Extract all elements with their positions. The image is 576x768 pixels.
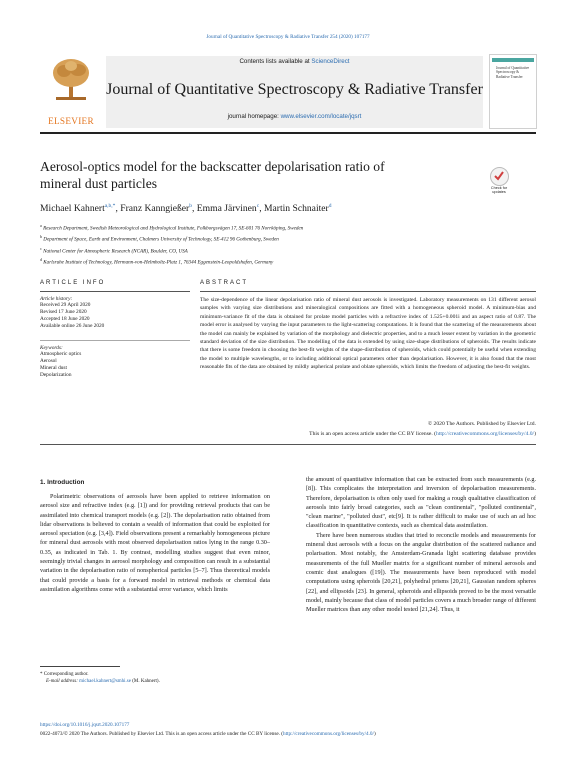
abstract-heading: ABSTRACT xyxy=(200,280,249,286)
paper-title xyxy=(40,158,460,192)
abstract-license: This is an open access article under the CC BY license. (http://creativecommons.org/licenses/by/4.0/) xyxy=(309,431,536,437)
keywords xyxy=(40,345,190,379)
body-left-column xyxy=(40,492,270,594)
history-item: Received 29 April 2020 xyxy=(40,302,91,308)
author-name[interactable]: Emma Järvinen xyxy=(196,203,257,215)
title-line-2: mineral dust particles xyxy=(40,176,158,191)
abstract-copyright: © 2020 The Authors. Published by Elsevier Ltd. xyxy=(427,421,536,427)
article-info-rule xyxy=(40,291,190,292)
keyword: Depolarization xyxy=(40,372,72,378)
affiliation: $^b$ Department of Space, Earth and Environment, Chalmers University of Technology, SE-412 96 Gothenburg, Sweden xyxy=(40,234,279,244)
author-marks[interactable]: c xyxy=(256,203,260,209)
homepage-line xyxy=(106,113,483,120)
article-history xyxy=(40,296,190,330)
history-label: Article history: xyxy=(40,296,73,302)
elsevier-tree-icon xyxy=(50,57,92,101)
body-right-column xyxy=(306,475,536,614)
keywords-label: Keywords: xyxy=(40,345,63,351)
email-link[interactable]: michael.kahnert@smhi.se xyxy=(79,679,131,684)
footer-license-link[interactable]: http://creativecommons.org/licenses/by/4.0/ xyxy=(283,731,374,737)
paragraph: the amount of quantitative information that can be extracted from such measurements (e.g. [8]). This complicates the interpretation and inversion of depolarisation measurements. Therefore, depolarisation is often only used for making a rough qualitative classification of aerosols into fairly broad categories, such as "clean continental", "polluted continental", "clean marine", "polluted dust", etc[9]. It is rather difficult to make use of such an ad hoc classification in quantitative contexts, such as chemical data assimilation. xyxy=(306,476,536,530)
footnote-text: Corresponding author. xyxy=(43,672,89,677)
author-marks[interactable]: d xyxy=(328,203,332,209)
header-rule xyxy=(40,132,536,134)
contents-prefix: Contents lists available at xyxy=(239,58,312,65)
keyword: Aerosol xyxy=(40,358,57,364)
author-marks[interactable]: b xyxy=(189,203,192,209)
cover-text: Journal of Quantitative Spectroscopy & Radiative Transfer xyxy=(496,66,530,79)
paragraph: Polarimetric observations of aerosols have been applied to retrieve information on aerosol size and refractive index (e.g. [1]) and for providing retrieval products that can be assimilated into chemical transport models (e.g. [2]). The depolarisation ratio obtained from lidar observations is believed to contain a wealth of information that could be exploited for aerosol speciation (e.g. [3,4]). Field observations present a remarkably homogeneous picture for mineral dust aerosols with most observed depolarisation ratios lying in the range 0.30–0.35, as indicated in Tab. 1. By contrast, modelling studies suggest that even minor, seemingly trivial changes in aerosol morphology and composition can result in a substantial variation in the depolarisation ratio of nonspherical particles [5–7]. Thus theoretical models that could provide a basis for a forward model in retrieval methods or chemical data assimilation algorithms come with a substantial error variance, which limits xyxy=(40,493,270,593)
author-name[interactable]: Martin Schnaiter xyxy=(263,203,329,215)
check-for-updates-label: Check for updates xyxy=(490,186,508,195)
title-line-1: Aerosol-optics model for the backscatter depolarisation ratio of xyxy=(40,159,385,174)
author-list: Michael Kahnert$^{a,b,*}$, Franz Kanngießer$^b$, Emma Järvinen$^c$, Martin Schnaiter$^d$ xyxy=(40,203,332,215)
history-item: Accepted 18 June 2020 xyxy=(40,316,90,322)
keyword: Mineral dust xyxy=(40,365,67,371)
journal-homepage-link[interactable]: www.elsevier.com/locate/jqsrt xyxy=(280,113,362,120)
journal-title: Journal of Quantitative Spectroscopy & Radiative Transfer xyxy=(106,81,483,98)
affiliation: $^a$ Research Department, Swedish Meteorological and Hydrological Institute, Folkborgsvägen 17, SE-601 76 Norrköping, Sweden xyxy=(40,223,304,232)
cover-band xyxy=(492,58,534,62)
section-heading-introduction: 1. Introduction xyxy=(40,479,85,486)
author-name[interactable]: Michael Kahnert xyxy=(40,203,105,215)
history-keywords-divider xyxy=(40,340,190,341)
elsevier-logo[interactable] xyxy=(40,53,102,127)
check-for-updates-icon xyxy=(490,167,509,186)
affiliation: $^d$ Karlsruhe Institute of Technology, Hermann-von-Helmholtz-Platz 1, 76344 Eggenstein-Leopoldshafen, Germany xyxy=(40,257,274,267)
abstract-text: The size-dependence of the linear depolarisation ratio of mineral dust aerosols is investigated. Laboratory measurements on 131 different aerosol samples with varying size distributions and mineralogical compositions are fitted with a homogeneous spheroid model. A minimum-bias and minimum-variance fit of the data is obtained for prolate model particles with a refractive index of 1.525+0.001i and an aspect ratio of 0.87. The model error is analysed by varying the input parameters to the light-scattering computations. It is found that the scattering of the measurements about the model can mainly be explained by variation of the morphology and dielectric properties, and to a much lesser extent by variation in the geometric standard deviation of the size distribution. The modelling of the data is extended by using size-shape distributions of spheroids. The results indicate that there is some freedom in choosing the best-fit weights of the shape-distribution of spheroids, which could potentially be useful when extending the model to multiple wavelengths, or to including additional optical parameters other than depolarisation. However, it is also found that the most reasonable fits of the data are obtained by mildly aspherical prolate and oblate spheroids, which limits the freedom of adjusting the best-fit weights. xyxy=(200,297,536,371)
footnote-rule xyxy=(40,666,120,667)
abstract-rule xyxy=(200,291,536,292)
affiliation: $^c$ National Center for Atmospheric Research (NCAR), Boulder, CO, USA xyxy=(40,245,188,255)
author-marks[interactable]: a,b,* xyxy=(104,203,116,209)
author-name[interactable]: Franz Kanngießer xyxy=(120,203,190,215)
doi-link[interactable]: https://doi.org/10.1016/j.jqsrt.2020.107177 xyxy=(40,722,130,728)
paragraph: There have been numerous studies that tried to reconcile models and measurements for mineral dust aerosols with a focus on the angular distribution of the scattered radiance and polarisation. Most notably, the Amsterdam-Granada light scattering database provides measurements of the full Mueller matrix for a significant number of mineral aerosols and cosmic dust analogues ([19]). The measurements have been reproduced with model computations using spheroids [20,21], polyhedral prisms [20,21], Gaussian random spheres [22], and ellipsoids [23]. In general, spheroids and ellipsoids proved to be the most versatile model, mainly because that class of model particles covers a much broader range of different Mueller matrices than any other model tested [21,24]. Thus, it xyxy=(306,531,536,614)
issn-line: 0022-4073/© 2020 The Authors. Published by Elsevier Ltd. This is an open access article under the CC BY license. (http://creativecommons.org/licenses/by/4.0/) xyxy=(40,731,376,737)
check-for-updates-badge[interactable] xyxy=(484,167,514,203)
abstract-bottom-rule xyxy=(40,444,536,445)
sciencedirect-link[interactable]: ScienceDirect xyxy=(311,58,350,65)
corresponding-author-footnote: * Corresponding author. E-mail address: michael.kahnert@smhi.se (M. Kahnert). xyxy=(40,672,160,684)
contents-line xyxy=(106,58,483,65)
cc-license-link[interactable]: http://creativecommons.org/licenses/by/4.0/ xyxy=(436,431,535,437)
history-item: Revised 17 June 2020 xyxy=(40,309,87,315)
keyword: Atmospheric optics xyxy=(40,351,82,357)
elsevier-wordmark: ELSEVIER xyxy=(48,116,94,126)
journal-citation[interactable]: Journal of Quantitative Spectroscopy & Radiative Transfer 254 (2020) 107177 xyxy=(206,34,370,40)
homepage-prefix: journal homepage: xyxy=(227,113,281,120)
journal-cover-thumbnail[interactable] xyxy=(489,54,537,129)
history-item: Available online 26 June 2020 xyxy=(40,323,105,329)
affiliation-list xyxy=(40,222,536,268)
article-info-heading: ARTICLE INFO xyxy=(40,280,106,286)
